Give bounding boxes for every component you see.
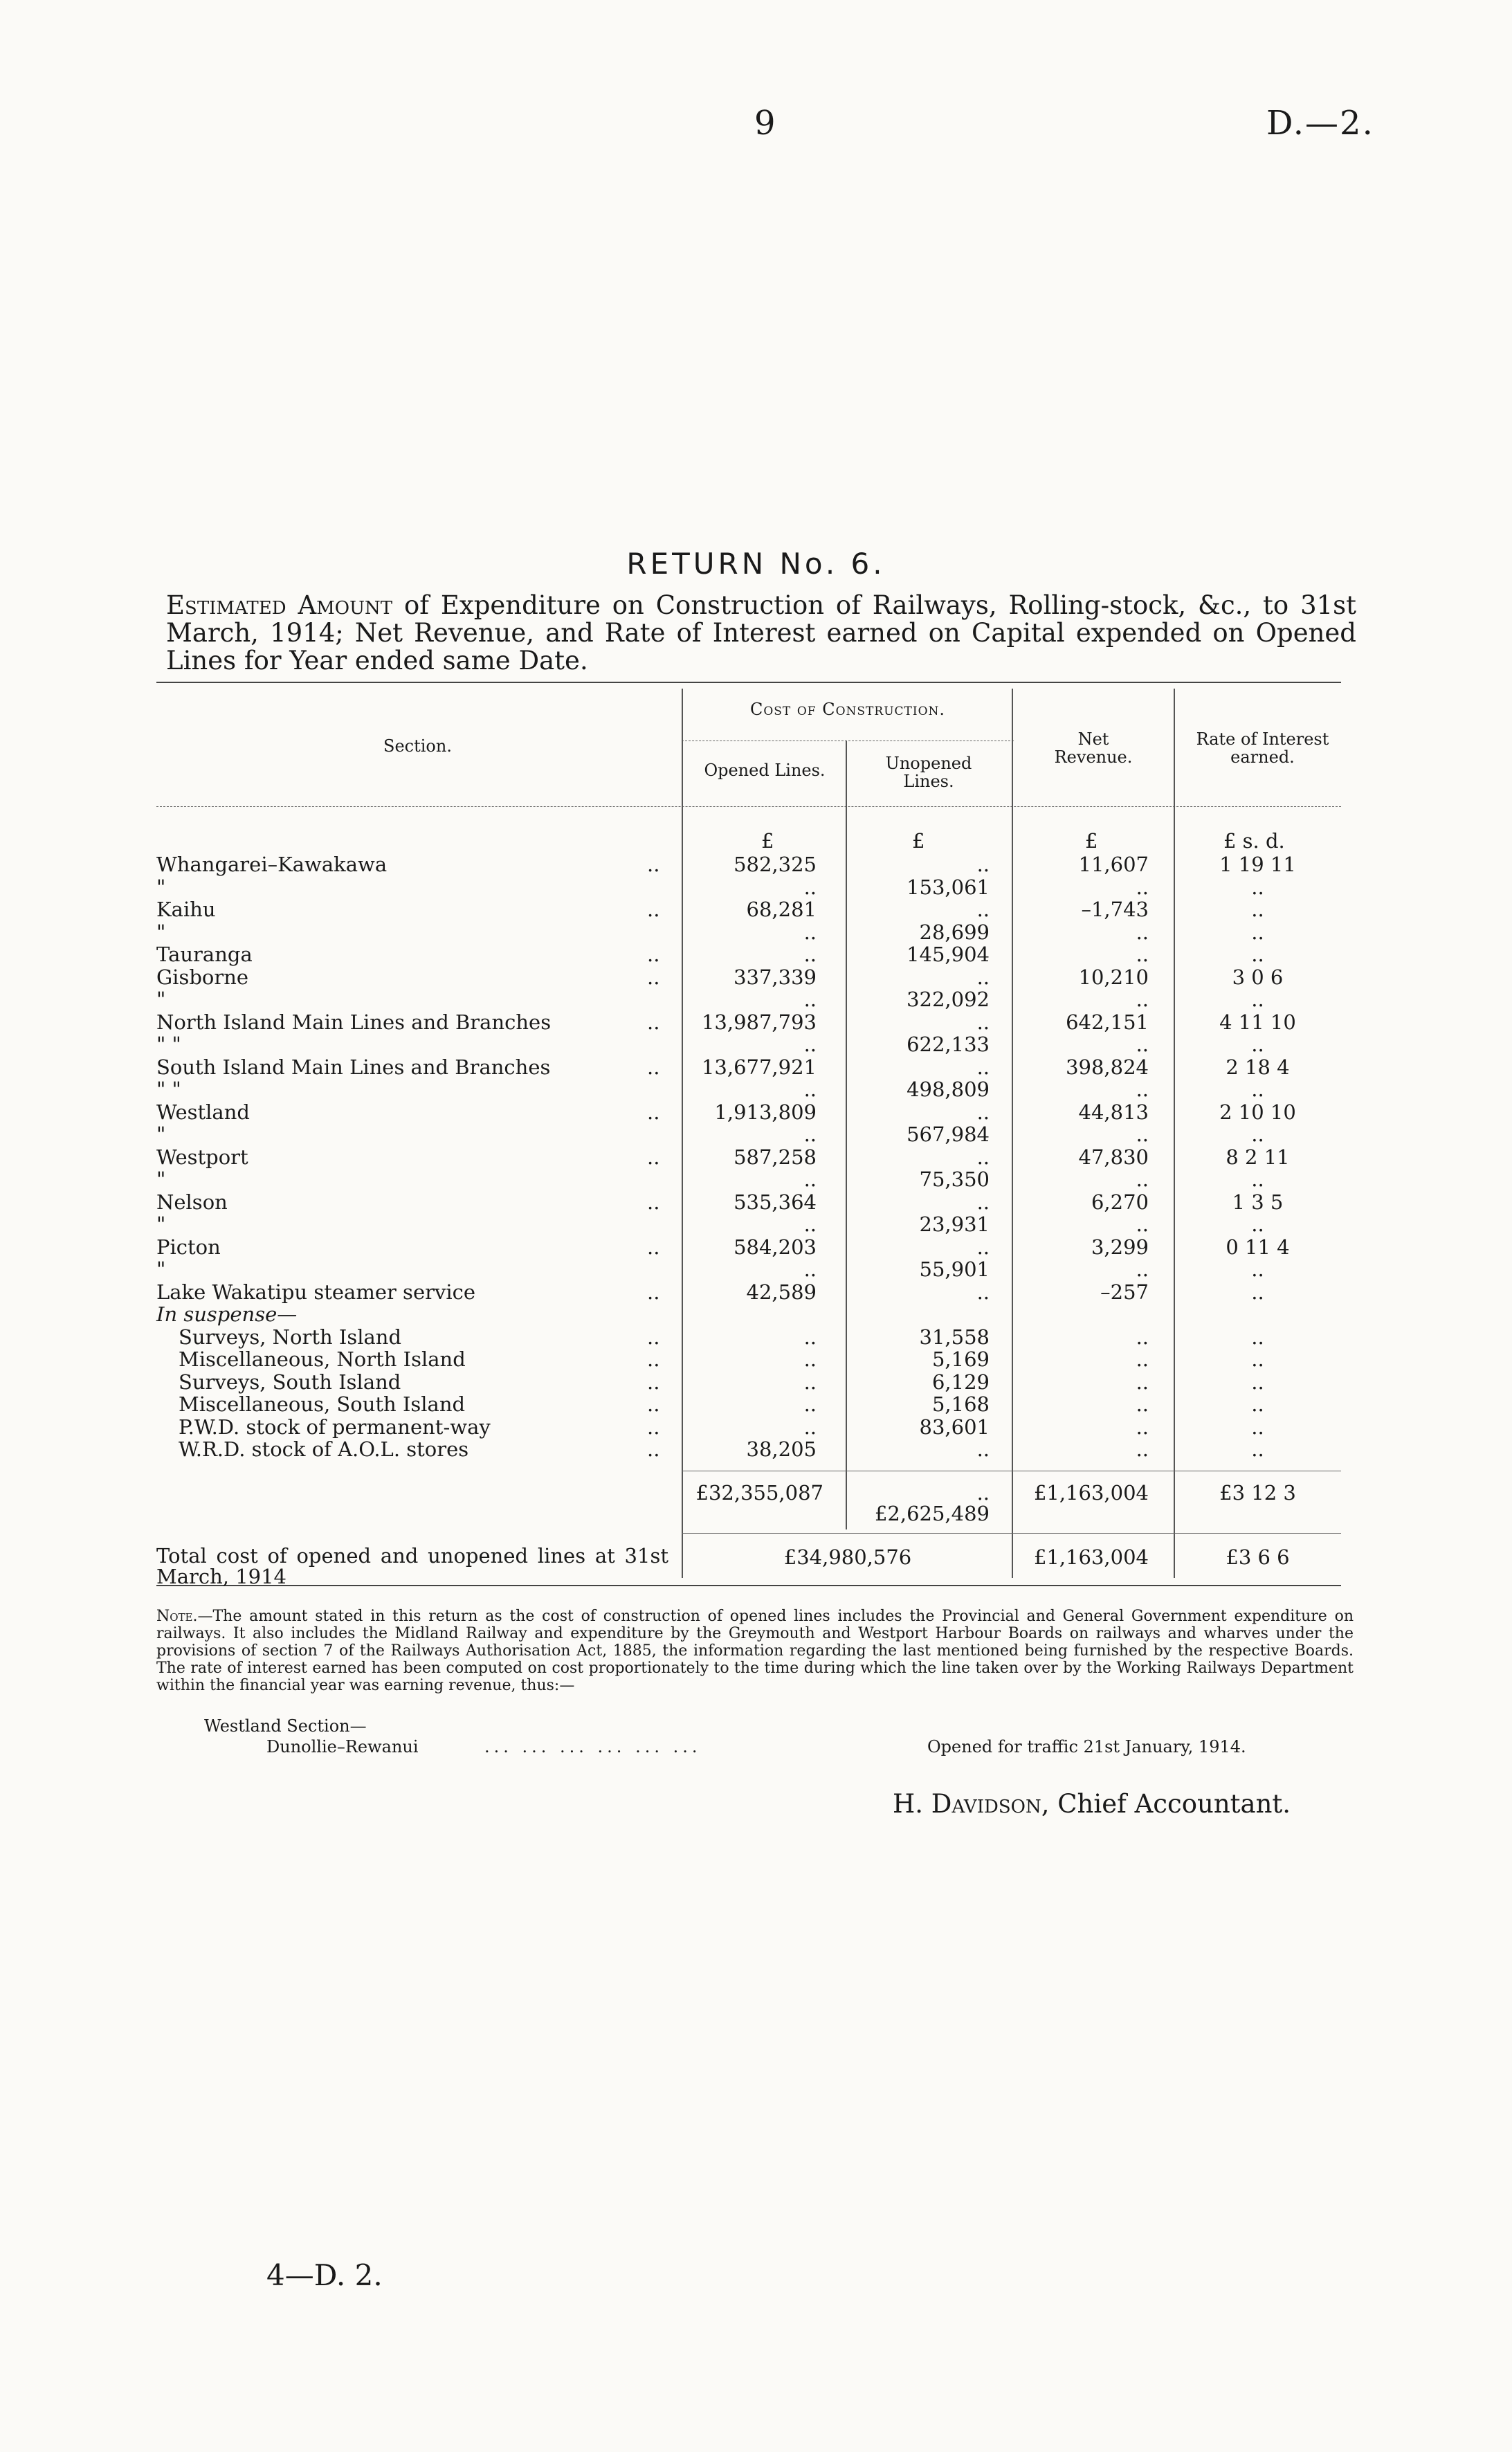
row-opened-lines: 584,203 — [734, 1235, 817, 1259]
row-opened-lines: 38,205 — [746, 1437, 817, 1461]
row-unopened-lines: 498,809 — [907, 1078, 990, 1101]
row-unopened-lines: 145,904 — [907, 943, 990, 966]
row-leader-dots: .. — [647, 898, 660, 921]
row-net-revenue: 11,607 — [1078, 853, 1149, 876]
row-net-revenue: .. — [1136, 1168, 1149, 1191]
row-unopened-lines: 322,092 — [907, 988, 990, 1011]
row-leader-dots: .. — [647, 965, 660, 989]
row-unopened-lines: 567,984 — [907, 1123, 990, 1146]
total-rate: £3 12 3 — [1219, 1481, 1296, 1505]
row-rate-of-interest: .. — [1251, 1123, 1264, 1146]
row-opened-lines: .. — [803, 1123, 817, 1146]
grand-total-cost: £34,980,576 — [783, 1545, 912, 1569]
row-opened-lines: .. — [803, 920, 817, 944]
row-rate-of-interest: .. — [1251, 875, 1264, 899]
row-net-revenue: 642,151 — [1066, 1010, 1149, 1034]
row-unopened-lines: .. — [976, 1235, 990, 1259]
row-unopened-lines: 23,931 — [919, 1213, 990, 1236]
row-label: Surveys, North Island — [179, 1325, 402, 1349]
westland-section-label: Westland Section— — [204, 1716, 367, 1736]
return-title: RETURN No. 6. — [626, 547, 886, 581]
header-unopened-lines: Unopened Lines. — [885, 754, 972, 791]
row-net-revenue: .. — [1136, 1033, 1149, 1056]
grand-total-net-revenue: £1,163,004 — [1033, 1545, 1149, 1569]
row-unopened-lines: 83,601 — [919, 1415, 990, 1439]
row-opened-lines: 587,258 — [734, 1145, 817, 1169]
row-rate-of-interest: .. — [1251, 1437, 1264, 1461]
row-label: South Island Main Lines and Branches — [156, 1055, 551, 1079]
header-net-revenue: Net Revenue. — [1054, 729, 1133, 767]
row-label: P.W.D. stock of permanent-way — [179, 1415, 491, 1439]
row-net-revenue: .. — [1136, 1392, 1149, 1416]
row-unopened-lines: .. — [976, 1100, 990, 1124]
row-label: North Island Main Lines and Branches — [156, 1010, 552, 1034]
total-unopened: £2,625,489 — [874, 1502, 990, 1525]
row-leader-dots: .. — [647, 1145, 660, 1169]
row-net-revenue: .. — [1136, 1078, 1149, 1101]
row-label: Lake Wakatipu steamer service — [156, 1280, 476, 1304]
row-label: " " — [156, 1078, 181, 1101]
row-opened-lines: 13,677,921 — [701, 1055, 817, 1079]
row-net-revenue: .. — [1136, 1123, 1149, 1146]
total-net-revenue: £1,163,004 — [1033, 1481, 1149, 1505]
row-leader-dots: .. — [647, 943, 660, 966]
row-unopened-lines: .. — [976, 853, 990, 876]
grand-total-label: Total cost of opened and unopened lines at 31st March, 1914 — [156, 1544, 668, 1588]
row-label: Westport — [156, 1145, 248, 1169]
row-net-revenue: .. — [1136, 920, 1149, 944]
row-rate-of-interest: .. — [1251, 988, 1264, 1011]
row-unopened-lines: .. — [976, 1055, 990, 1079]
row-leader-dots: .. — [647, 1392, 660, 1416]
row-opened-lines: .. — [803, 875, 817, 899]
row-net-revenue: 3,299 — [1091, 1235, 1149, 1259]
row-unopened-lines: 5,169 — [931, 1347, 990, 1371]
row-opened-lines: .. — [803, 1257, 817, 1281]
signature — [893, 1789, 1291, 1819]
signature-name: H. Davidson — [893, 1789, 1041, 1819]
total-opened: £32,355,087 — [695, 1481, 823, 1505]
header-cost-of-construction: Cost of Construction. — [749, 700, 946, 719]
row-opened-lines: .. — [803, 1392, 817, 1416]
row-label: Miscellaneous, North Island — [179, 1347, 466, 1371]
row-unopened-lines: 153,061 — [907, 875, 990, 899]
row-leader-dots: .. — [647, 853, 660, 876]
row-opened-lines: .. — [803, 1078, 817, 1101]
row-rate-of-interest: 1 19 11 — [1219, 853, 1296, 876]
opened-for-traffic: Opened for traffic 21st January, 1914. — [927, 1737, 1246, 1756]
currency-net: £ — [1085, 829, 1098, 853]
header-section: Section. — [383, 736, 452, 756]
row-label: " — [156, 1257, 166, 1281]
row-rate-of-interest: .. — [1251, 1280, 1264, 1304]
row-net-revenue: 398,824 — [1066, 1055, 1149, 1079]
row-leader-dots: .. — [647, 1235, 660, 1259]
row-rate-of-interest: .. — [1251, 920, 1264, 944]
row-opened-lines: .. — [803, 1370, 817, 1394]
currency-unopened: £ — [912, 829, 925, 853]
row-label: " — [156, 1123, 166, 1146]
row-rate-of-interest: .. — [1251, 1347, 1264, 1371]
row-opened-lines: 582,325 — [734, 853, 817, 876]
row-net-revenue: .. — [1136, 988, 1149, 1011]
row-opened-lines: .. — [803, 943, 817, 966]
row-unopened-lines: .. — [976, 1190, 990, 1214]
row-unopened-lines: 28,699 — [919, 920, 990, 944]
row-opened-lines: 13,987,793 — [701, 1010, 817, 1034]
row-net-revenue: .. — [1136, 1347, 1149, 1371]
row-label: Westland — [156, 1100, 250, 1124]
row-net-revenue: .. — [1136, 1415, 1149, 1439]
row-unopened-lines: 75,350 — [919, 1168, 990, 1191]
row-unopened-lines: .. — [976, 1437, 990, 1461]
currency-rate: £ s. d. — [1223, 829, 1285, 853]
document-reference: D.—2. — [1266, 104, 1374, 143]
row-opened-lines: 42,589 — [746, 1280, 817, 1304]
row-opened-lines: 535,364 — [734, 1190, 817, 1214]
row-opened-lines: .. — [803, 1213, 817, 1236]
row-label: " — [156, 1168, 166, 1191]
row-unopened-lines: .. — [976, 898, 990, 921]
row-leader-dots: .. — [647, 1190, 660, 1214]
row-unopened-lines: .. — [976, 965, 990, 989]
row-label: Whangarei–Kawakawa — [156, 853, 388, 876]
row-opened-lines: 337,339 — [734, 965, 817, 989]
row-rate-of-interest: .. — [1251, 898, 1264, 921]
row-net-revenue: 47,830 — [1078, 1145, 1149, 1169]
row-opened-lines: .. — [803, 988, 817, 1011]
row-opened-lines: 1,913,809 — [714, 1100, 817, 1124]
row-rate-of-interest: .. — [1251, 1370, 1264, 1394]
page-number: 9 — [754, 104, 776, 143]
dunollie-rewanui-label: Dunollie–Rewanui — [266, 1737, 419, 1756]
row-opened-lines: .. — [803, 1325, 817, 1349]
return-subtitle — [166, 592, 1356, 675]
row-label: " " — [156, 1033, 181, 1056]
row-net-revenue: 10,210 — [1078, 965, 1149, 989]
row-rate-of-interest: 8 2 11 — [1226, 1145, 1290, 1169]
row-net-revenue: .. — [1136, 1257, 1149, 1281]
row-unopened-lines: 55,901 — [919, 1257, 990, 1281]
footer-reference: 4—D. 2. — [266, 2258, 383, 2292]
subtitle-lead: Estimated Amount — [166, 590, 393, 620]
row-unopened-lines: .. — [976, 1010, 990, 1034]
row-leader-dots: .. — [647, 1370, 660, 1394]
row-net-revenue: .. — [1136, 1370, 1149, 1394]
row-label: In suspense— — [156, 1302, 298, 1326]
row-net-revenue: .. — [1136, 875, 1149, 899]
row-rate-of-interest: .. — [1251, 1415, 1264, 1439]
row-rate-of-interest: 1 3 5 — [1232, 1190, 1284, 1214]
row-leader-dots: .. — [647, 1437, 660, 1461]
row-opened-lines: .. — [803, 1415, 817, 1439]
row-label: Picton — [156, 1235, 221, 1259]
row-rate-of-interest: .. — [1251, 1257, 1264, 1281]
row-rate-of-interest: .. — [1251, 1078, 1264, 1101]
row-net-revenue: 6,270 — [1091, 1190, 1149, 1214]
total-unopened-dots: .. — [976, 1481, 990, 1505]
row-opened-lines: 68,281 — [746, 898, 817, 921]
row-label: " — [156, 920, 166, 944]
row-label: Surveys, South Island — [179, 1370, 401, 1394]
row-leader-dots: .. — [647, 1055, 660, 1079]
row-unopened-lines: 5,168 — [931, 1392, 990, 1416]
row-opened-lines: .. — [803, 1347, 817, 1371]
row-rate-of-interest: .. — [1251, 1392, 1264, 1416]
row-unopened-lines: 622,133 — [907, 1033, 990, 1056]
row-rate-of-interest: .. — [1251, 1168, 1264, 1191]
row-label: W.R.D. stock of A.O.L. stores — [179, 1437, 469, 1461]
currency-opened: £ — [761, 829, 774, 853]
row-rate-of-interest: .. — [1251, 943, 1264, 966]
row-opened-lines: .. — [803, 1033, 817, 1056]
row-label: Gisborne — [156, 965, 249, 989]
leader-dots: ... ... ... ... ... ... — [484, 1737, 702, 1756]
grand-total-rate: £3 6 6 — [1226, 1545, 1290, 1569]
row-net-revenue: .. — [1136, 943, 1149, 966]
row-rate-of-interest: 4 11 10 — [1219, 1010, 1296, 1034]
row-rate-of-interest: 3 0 6 — [1232, 965, 1284, 989]
row-unopened-lines: .. — [976, 1280, 990, 1304]
footnote — [156, 1608, 1354, 1694]
subtitle-text: of Expenditure on Construction of Railways, Rolling-stock, &c., to 31st March, 1914; Net Revenue, and Rate of Interest earned on Capital expended on Opened Lines for Year ended same Date. — [166, 590, 1357, 675]
row-leader-dots: .. — [647, 1325, 660, 1349]
footnote-lead: Note. — [156, 1608, 198, 1625]
footnote-text: —The amount stated in this return as the cost of construction of opened lines includes the Provincial and General Government expenditure on railways. It also includes the Midland Railway and expenditure by the Greymouth and Westport Harbour Boards on railways and wharves under the provisions of section 7 of the Railways Authorisation Act, 1885, the information regarding the last mentioned being furnished by the respective Boards. The rate of interest earned has been computed on cost proportionately to the time during which the line taken over by the Working Railways Department within the financial year was earning revenue, thus:— — [156, 1608, 1354, 1694]
row-net-revenue: .. — [1136, 1213, 1149, 1236]
row-unopened-lines: 6,129 — [931, 1370, 990, 1394]
row-leader-dots: .. — [647, 1347, 660, 1371]
row-net-revenue: –257 — [1100, 1280, 1149, 1304]
row-label: Kaihu — [156, 898, 216, 921]
header-rate-of-interest: Rate of Interest earned. — [1196, 729, 1329, 767]
row-label: " — [156, 875, 166, 899]
row-rate-of-interest: .. — [1251, 1033, 1264, 1056]
row-unopened-lines: 31,558 — [919, 1325, 990, 1349]
row-label: Nelson — [156, 1190, 228, 1214]
row-label: " — [156, 988, 166, 1011]
row-leader-dots: .. — [647, 1415, 660, 1439]
row-rate-of-interest: 2 18 4 — [1226, 1055, 1290, 1079]
row-net-revenue: .. — [1136, 1437, 1149, 1461]
row-net-revenue: .. — [1136, 1325, 1149, 1349]
row-rate-of-interest: .. — [1251, 1325, 1264, 1349]
row-leader-dots: .. — [647, 1010, 660, 1034]
row-leader-dots: .. — [647, 1280, 660, 1304]
row-leader-dots: .. — [647, 1100, 660, 1124]
row-label: Tauranga — [156, 943, 253, 966]
row-rate-of-interest: 0 11 4 — [1226, 1235, 1290, 1259]
row-label: Miscellaneous, South Island — [179, 1392, 466, 1416]
row-opened-lines: .. — [803, 1168, 817, 1191]
row-rate-of-interest: 2 10 10 — [1219, 1100, 1296, 1124]
row-unopened-lines: .. — [976, 1145, 990, 1169]
row-net-revenue: 44,813 — [1078, 1100, 1149, 1124]
signature-title: , Chief Accountant. — [1041, 1789, 1291, 1819]
row-net-revenue: –1,743 — [1081, 898, 1149, 921]
header-opened-lines: Opened Lines. — [704, 761, 826, 780]
row-rate-of-interest: .. — [1251, 1213, 1264, 1236]
row-label: " — [156, 1213, 166, 1236]
